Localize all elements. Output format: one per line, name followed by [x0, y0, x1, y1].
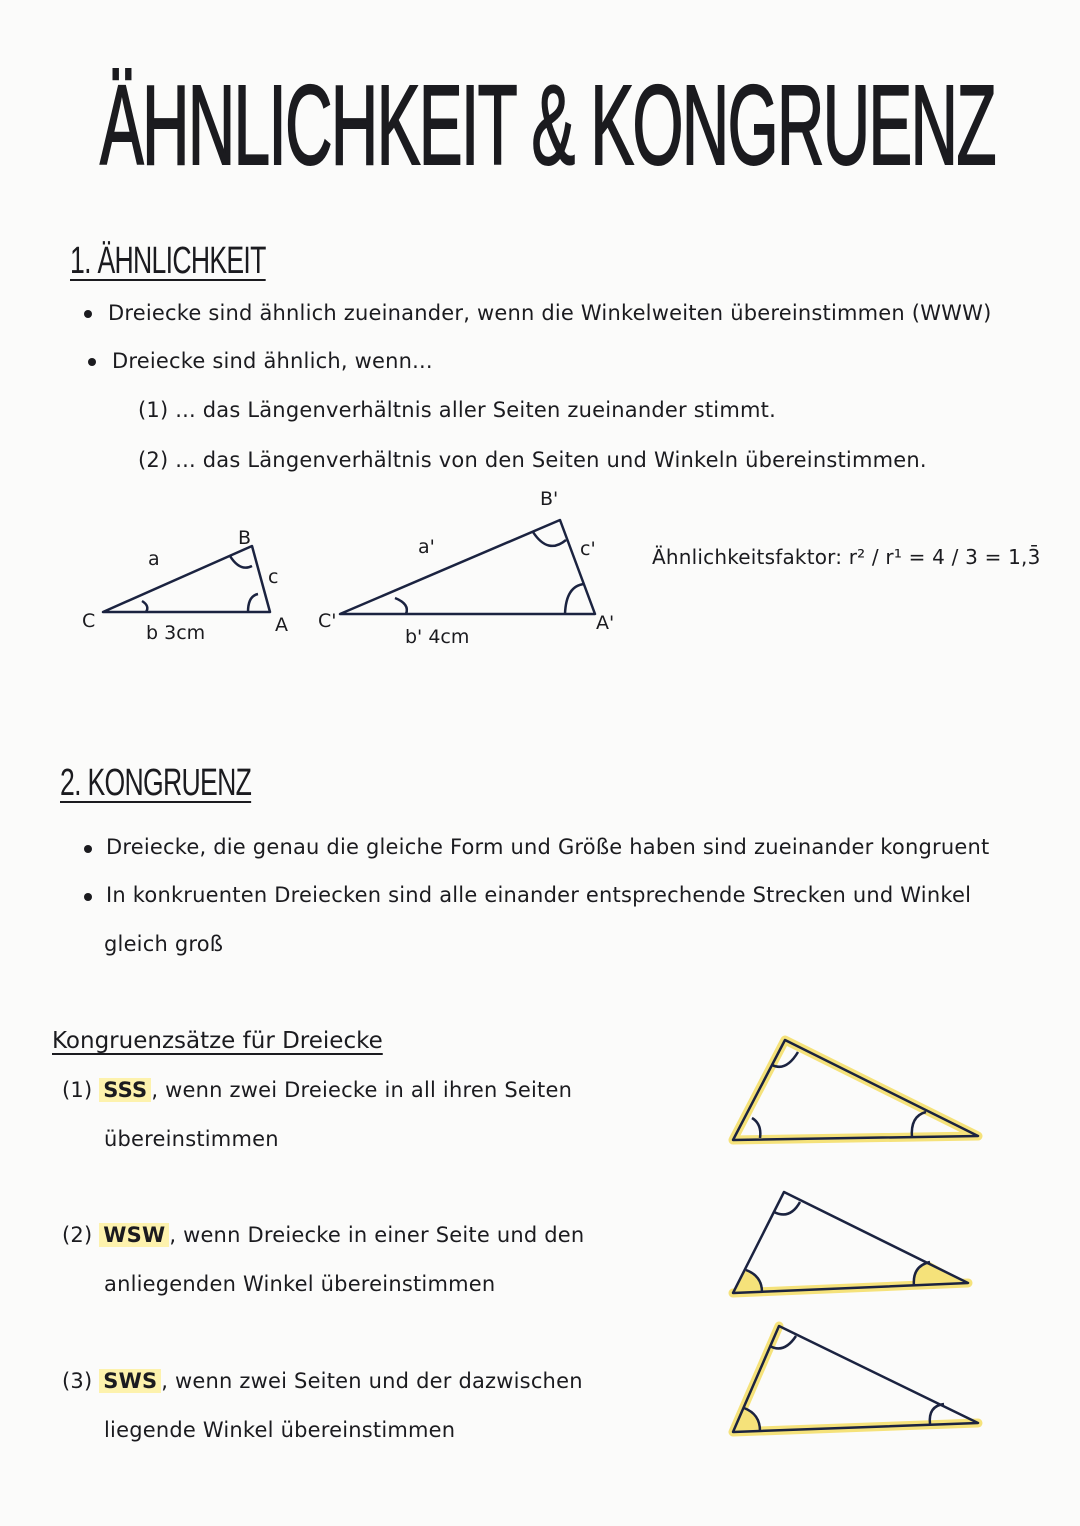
side-label-a: a — [148, 548, 160, 570]
subheading-kongruenzsaetze: Kongruenzsätze für Dreiecke — [52, 1028, 383, 1054]
vertex-label-b-prime: B' — [540, 488, 559, 510]
rule-text: , wenn zwei Seiten und der dazwischen — [161, 1369, 583, 1393]
side-label-c-prime: c' — [580, 538, 596, 560]
vertex-label-c: C — [82, 610, 96, 632]
rule-number: (1) — [62, 1078, 93, 1102]
rule-number: (2) — [62, 1223, 93, 1247]
side-label-b-prime: b' 4cm — [405, 626, 470, 648]
rule-number: (3) — [62, 1369, 93, 1393]
section-heading-kongruenz: 2. KONGRUENZ — [60, 762, 252, 804]
triangle-wsw — [733, 1192, 968, 1293]
vertex-label-b: B — [238, 527, 252, 549]
bullet-text: Dreiecke, die genau die gleiche Form und Größe haben sind zueinander kongruent — [106, 835, 990, 859]
triangle-sws — [733, 1326, 978, 1432]
list-item: (1) ... das Längenverhältnis aller Seiten zueinander stimmt. — [138, 398, 776, 422]
rule-code: WSW — [99, 1223, 169, 1247]
side-label-b: b 3cm — [146, 622, 206, 644]
rule-text-continued: übereinstimmen — [104, 1127, 279, 1151]
vertex-label-a: A — [275, 614, 288, 636]
rule-code: SSS — [99, 1078, 151, 1102]
bullet-text: In konkruenten Dreiecken sind alle einander entsprechende Strecken und Winkel — [106, 883, 972, 907]
vertex-label-a-prime: A' — [596, 612, 615, 634]
list-item: (2) ... das Längenverhältnis von den Seiten und Winkeln übereinstimmen. — [138, 448, 927, 472]
rule-code: SWS — [99, 1369, 161, 1393]
rule-text-continued: liegende Winkel übereinstimmen — [104, 1418, 456, 1442]
similarity-factor: Ähnlichkeitsfaktor: r² / r¹ = 4 / 3 = 1,3̄ — [652, 545, 1041, 569]
side-label-a-prime: a' — [418, 536, 435, 558]
triangle-sss — [733, 1040, 978, 1140]
bullet-text-continued: gleich groß — [104, 932, 224, 956]
section-heading-aehnlichkeit: 1. ÄHNLICHKEIT — [70, 240, 266, 282]
side-label-c: c — [268, 566, 279, 588]
rule-text-continued: anliegenden Winkel übereinstimmen — [104, 1272, 496, 1296]
bullet-text: Dreiecke sind ähnlich zueinander, wenn die Winkelweiten übereinstimmen (WWW) — [108, 301, 992, 325]
rule-text: , wenn Dreiecke in einer Seite und den — [169, 1223, 585, 1247]
bullet-text: Dreiecke sind ähnlich, wenn... — [112, 349, 433, 373]
rule-text: , wenn zwei Dreiecke in all ihren Seiten — [151, 1078, 573, 1102]
page-title: ÄHNLICHKEIT & KONGRUENZ — [100, 61, 995, 189]
vertex-label-c-prime: C' — [318, 610, 337, 632]
